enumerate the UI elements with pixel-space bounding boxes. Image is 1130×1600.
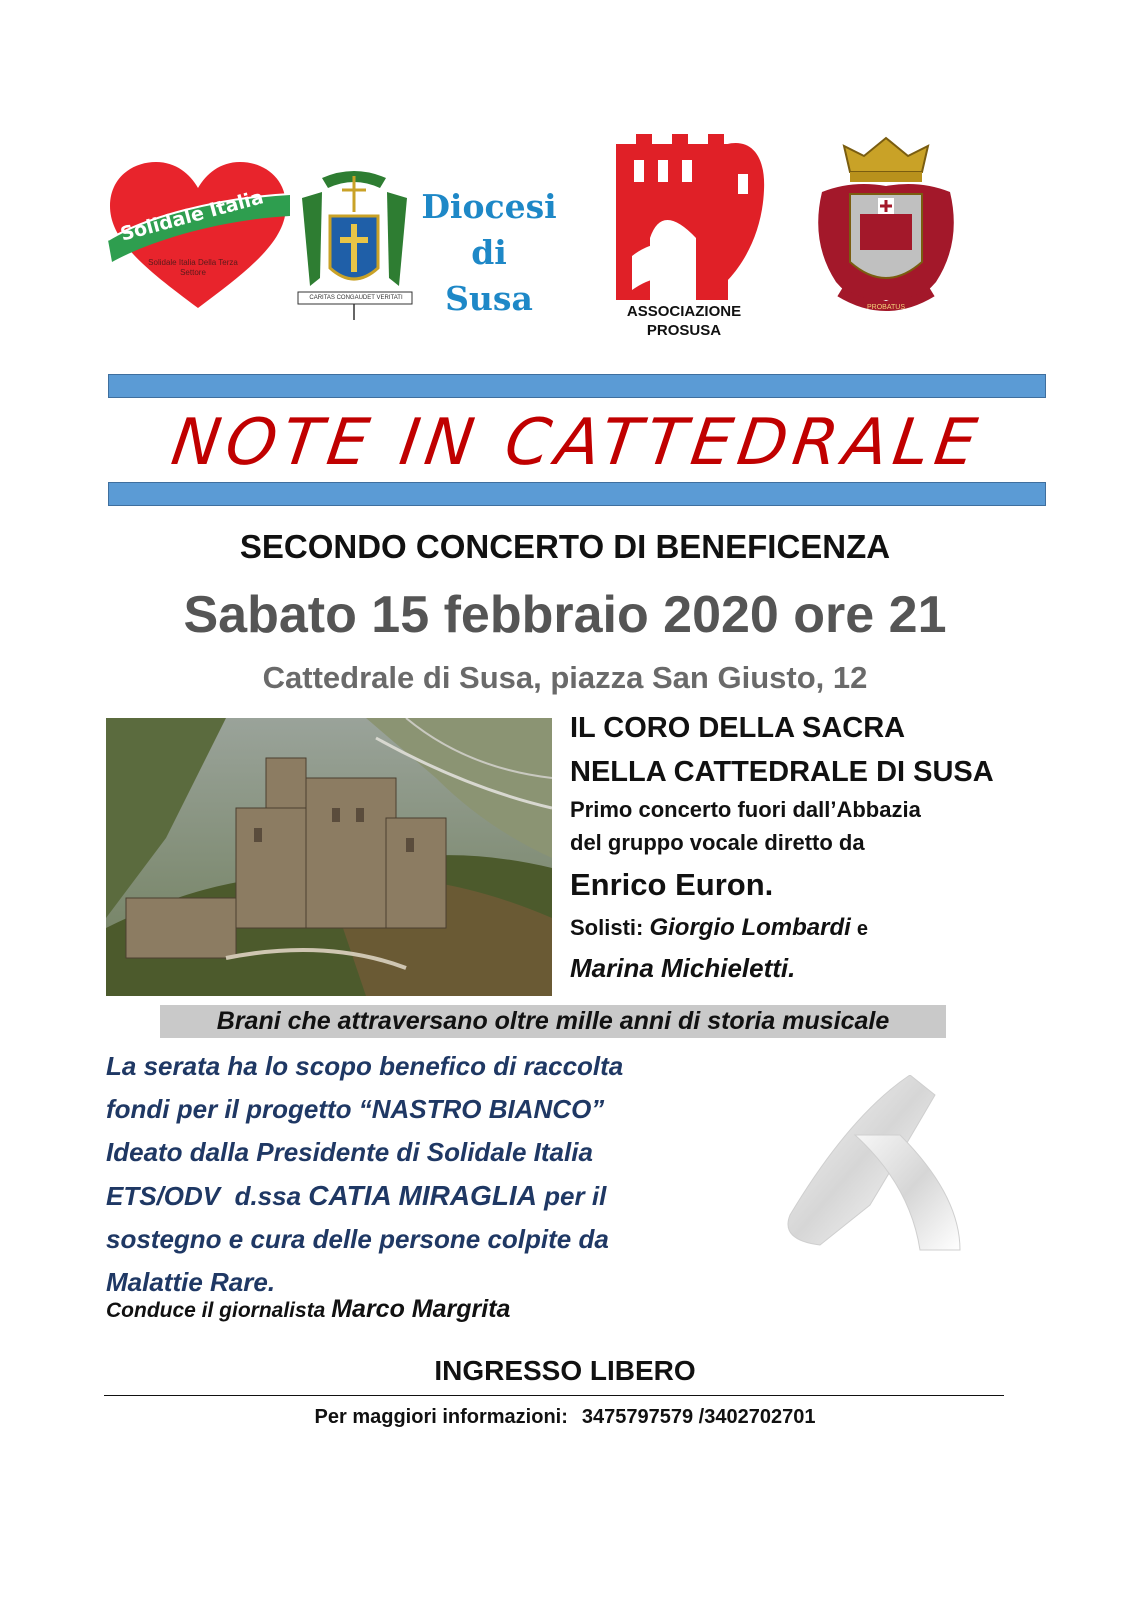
coat-of-arms-motto: PROBATUS xyxy=(867,304,905,311)
event-description xyxy=(106,1045,746,1304)
ribbon-icon xyxy=(760,1075,990,1255)
desc-line4 xyxy=(106,1174,746,1218)
choir-line2: NELLA CATTEDRALE DI SUSA xyxy=(570,756,994,788)
choir-director: Enrico Euron xyxy=(570,867,765,902)
desc-line5: sostegno e cura delle persone colpite da xyxy=(106,1224,609,1254)
info-label: Per maggiori informazioni: xyxy=(314,1406,568,1428)
host-name: Marco Margrita xyxy=(331,1295,511,1323)
prosusa-logo xyxy=(596,130,772,345)
soloist-1: Giorgio Lombardi xyxy=(649,914,851,941)
solidale-italia-logo xyxy=(104,158,292,316)
host-label: Conduce il giornalista xyxy=(106,1299,326,1322)
prosusa-line1: ASSOCIAZIONE xyxy=(626,303,742,320)
diocesi-motto: CARITAS CONGAUDET VERITATI xyxy=(309,295,403,301)
soloists-line xyxy=(570,907,1070,950)
white-ribbon-image xyxy=(760,1075,990,1255)
soloist-2: Marina Michieletti. xyxy=(570,953,796,983)
event-subtitle: SECONDO CONCERTO DI BENEFICENZA xyxy=(239,528,891,565)
info-line xyxy=(0,1406,1130,1429)
susa-coat-of-arms xyxy=(810,132,962,322)
desc-line4a: ETS/ODV d.ssa xyxy=(106,1181,309,1211)
event-title: NOTE IN CATTEDRALE xyxy=(167,406,987,480)
abbey-photo xyxy=(106,718,552,996)
solidale-logo-subtext: Solidale Italia Della Terza Settore xyxy=(148,258,238,277)
coat-of-arms-icon xyxy=(810,132,962,322)
soloists-and: e xyxy=(856,918,869,940)
diocesi-line3: Susa xyxy=(445,279,533,318)
divider-line xyxy=(104,1395,1004,1396)
bottom-blue-bar xyxy=(108,482,1046,506)
choir-director-line xyxy=(570,863,1070,907)
free-entry: INGRESSO LIBERO xyxy=(434,1355,696,1386)
info-phones: 3475797579 /3402702701 xyxy=(581,1406,816,1428)
desc-line3: Ideato dalla Presidente di Solidale Italia xyxy=(106,1137,593,1167)
soloists-label: Solisti: xyxy=(570,915,644,940)
diocesi-line1: Diocesi xyxy=(421,187,557,226)
choir-line4: del gruppo vocale diretto da xyxy=(570,830,865,855)
prosusa-line2: PROSUSA xyxy=(646,322,722,339)
event-date: Sabato 15 febbraio 2020 ore 21 xyxy=(183,586,947,644)
choir-line3: Primo concerto fuori dall’Abbazia xyxy=(570,797,921,822)
music-banner: Brani che attraversano oltre mille anni di storia musicale xyxy=(160,1005,946,1038)
president-name: CATIA MIRAGLIA xyxy=(308,1180,537,1211)
top-blue-bar xyxy=(108,374,1046,398)
solidale-logo-text: Solidale Italia xyxy=(118,186,266,246)
desc-line4c: per il xyxy=(536,1181,607,1211)
host-line xyxy=(106,1295,510,1324)
desc-line1: La serata ha lo scopo benefico di raccolta xyxy=(106,1051,624,1081)
diocesi-susa-logo xyxy=(292,168,562,326)
choir-line1: IL CORO DELLA SACRA xyxy=(570,712,906,744)
event-place: Cattedrale di Susa, piazza San Giusto, 12 xyxy=(262,660,868,695)
desc-line6: Malattie Rare. xyxy=(106,1267,276,1297)
diocesi-line2: di xyxy=(471,233,507,272)
choir-director-suffix: . xyxy=(764,867,774,902)
prosusa-castle-icon xyxy=(596,130,772,300)
desc-line2: fondi per il progetto “NASTRO BIANCO” xyxy=(106,1094,605,1124)
